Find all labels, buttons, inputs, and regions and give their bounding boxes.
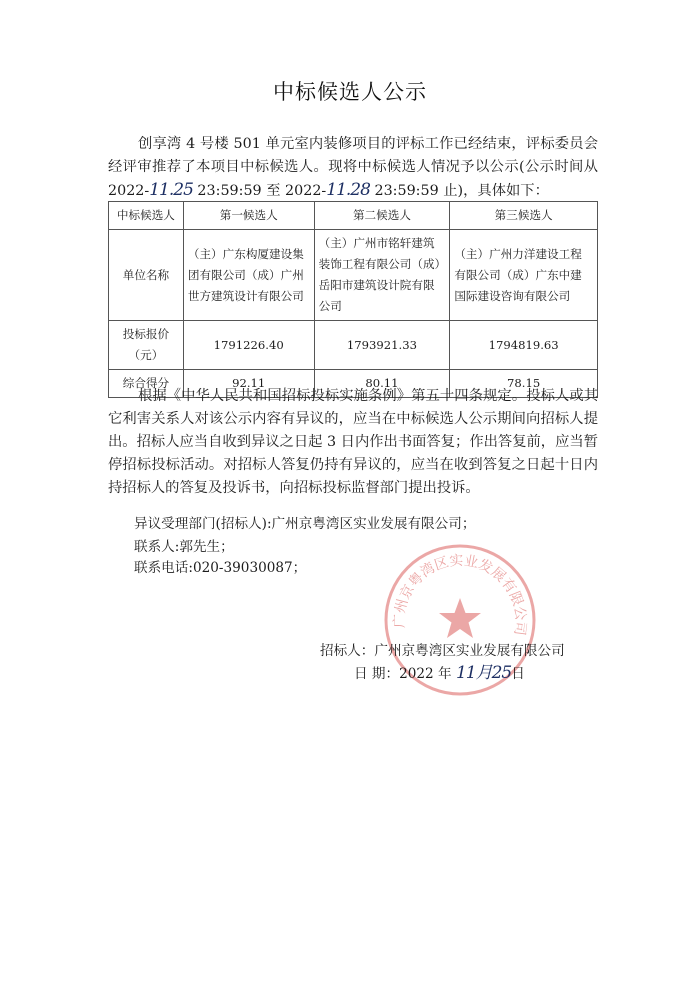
- seal-star: [439, 598, 481, 638]
- table-header-row: [109, 202, 598, 230]
- table-header-cell: 第三候选人: [450, 202, 598, 230]
- contact-phone: 联系电话:020-39030087；: [134, 560, 307, 576]
- page-title: 中标候选人公示: [273, 80, 427, 104]
- handwritten-date: 11月25: [455, 663, 512, 683]
- score-cell: 78.15: [450, 370, 598, 398]
- date-prefix: 日 期：2022 年: [354, 666, 456, 682]
- row-label: 单位名称: [109, 230, 184, 321]
- row-label: 投标报价（元）: [109, 321, 184, 370]
- seal-text: 广州京粤湾区实业发展有限公司: [391, 552, 529, 637]
- objection-dept: 异议受理部门(招标人):广州京粤湾区实业发展有限公司；: [134, 516, 476, 532]
- notice-paragraph: 根据《中华人民共和国招标投标实施条例》第五十四条规定。投标人或其它利害关系人对该公示内容有异议的，应当在中标候选人公示期间向招标人提出。招标人应当自收到异议之日起 3 日内作出书面答复；作出答复前，应当暂停招标投标活动。对招标人答复仍持有异议的，应当在收到答复之日起十日内持招标人的答复及投诉书，向招标投标监督部门提出投诉。: [108, 388, 598, 496]
- date-suffix: 日: [511, 666, 525, 682]
- company-cell: （主）广东构厦建设集团有限公司（成）广州世方建筑设计有限公司: [183, 230, 314, 321]
- table-header-cell: 中标候选人: [109, 202, 184, 230]
- price-cell: 1791226.40: [183, 321, 314, 370]
- intro-text-c: 23:59:59 止)，具体如下：: [369, 183, 549, 199]
- candidate-table: [108, 201, 598, 398]
- company-cell: （主）广州力洋建设工程有限公司（成）广东中建国际建设咨询有限公司: [450, 230, 598, 321]
- company-cell: （主）广州市铭轩建筑装饰工程有限公司（成）岳阳市建筑设计院有限公司: [314, 230, 450, 321]
- handwritten-start-date: 11.25: [149, 180, 193, 200]
- intro-text-a: 创享湾 4 号楼 501 单元室内装修项目的评标工作已经结束，评标委员会经评审推荐了本项目中标候选人。现将中标候选人情况予以公示(公示时间从 2022-: [108, 136, 598, 199]
- signature-date: [354, 662, 525, 685]
- score-cell: 92.11: [183, 370, 314, 398]
- table-header-cell: 第二候选人: [314, 202, 450, 230]
- table-row: [109, 321, 598, 370]
- intro-paragraph: [108, 133, 598, 203]
- contact-person: 联系人:郭先生；: [134, 539, 234, 555]
- table-row: [109, 230, 598, 321]
- table-header-cell: 第一候选人: [183, 202, 314, 230]
- handwritten-end-date: 11.28: [326, 180, 370, 200]
- score-cell: 80.11: [314, 370, 450, 398]
- row-label: 综合得分: [109, 370, 184, 398]
- price-cell: 1794819.63: [450, 321, 598, 370]
- intro-text-b: 23:59:59 至 2022-: [192, 183, 327, 199]
- price-cell: 1793921.33: [314, 321, 450, 370]
- tenderer-signature: 招标人：广州京粤湾区实业发展有限公司: [320, 643, 565, 659]
